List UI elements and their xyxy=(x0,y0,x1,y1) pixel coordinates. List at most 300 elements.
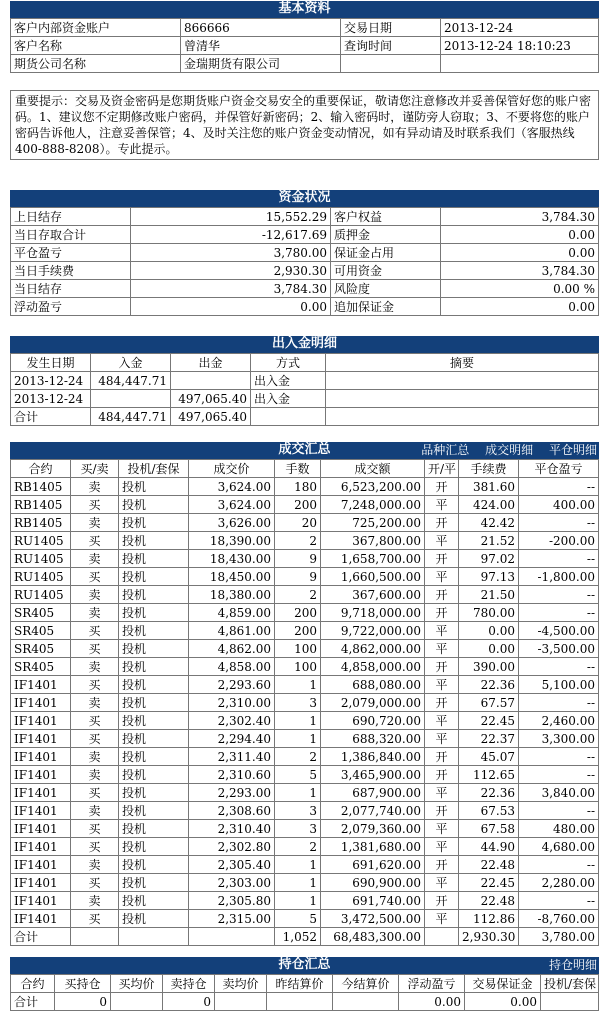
trade-cell: -200.00 xyxy=(519,532,599,550)
trade-cell: 平 xyxy=(425,910,459,928)
trade-cell: 卖 xyxy=(71,586,119,604)
trade-cell: 112.86 xyxy=(459,910,519,928)
trade-cell: 3 xyxy=(275,802,321,820)
trade-cell: 100 xyxy=(275,658,321,676)
position-summary-title: 持仓汇总 xyxy=(278,957,331,972)
trade-cell: 22.48 xyxy=(459,856,519,874)
trade-cell: 开 xyxy=(425,550,459,568)
trade-cell: RU1405 xyxy=(11,532,71,550)
notice-section xyxy=(10,90,599,160)
basic-info-cell: 866666 xyxy=(181,19,341,37)
trade-cell: 690,900.00 xyxy=(321,874,425,892)
funds-header: 资金状况 xyxy=(10,190,599,207)
trade-cell: 3,626.00 xyxy=(189,514,275,532)
trade-total-row-cell: 2,930.30 xyxy=(459,928,519,946)
cash-flow-header-row-cell: 摘要 xyxy=(326,354,599,372)
trade-cell: IF1401 xyxy=(11,784,71,802)
trade-cell: 卖 xyxy=(71,802,119,820)
trade-cell: 2,305.40 xyxy=(189,856,275,874)
trade-row xyxy=(11,568,599,586)
trade-cell: 2,310.40 xyxy=(189,820,275,838)
trade-row xyxy=(11,820,599,838)
trade-header-row-cell: 平仓盈亏 xyxy=(519,460,599,478)
trade-cell: 投机 xyxy=(119,838,189,856)
trade-cell: IF1401 xyxy=(11,712,71,730)
trade-cell: 9 xyxy=(275,550,321,568)
funds-cell: 平仓盈亏 xyxy=(11,244,131,262)
trade-cell: 7,248,000.00 xyxy=(321,496,425,514)
trade-cell: 平 xyxy=(425,820,459,838)
funds-cell: 质押金 xyxy=(331,226,441,244)
basic-info-section xyxy=(10,1,599,73)
trade-cell: 买 xyxy=(71,730,119,748)
funds-cell: 上日结存 xyxy=(11,208,131,226)
trade-summary-table xyxy=(10,459,599,946)
trade-cell: 平 xyxy=(425,532,459,550)
funds-row xyxy=(11,244,599,262)
trade-cell: 投机 xyxy=(119,676,189,694)
trade-cell: 2,302.40 xyxy=(189,712,275,730)
position-total-row-cell: 0 xyxy=(55,993,111,1011)
trade-cell: 平 xyxy=(425,838,459,856)
trade-cell: 480.00 xyxy=(519,820,599,838)
trade-cell: 开 xyxy=(425,856,459,874)
trade-cell: 67.58 xyxy=(459,820,519,838)
trade-row xyxy=(11,730,599,748)
trade-cell: 2,308.60 xyxy=(189,802,275,820)
trade-row xyxy=(11,838,599,856)
trade-cell: 1 xyxy=(275,874,321,892)
trade-cell: 381.60 xyxy=(459,478,519,496)
trade-cell: 平 xyxy=(425,568,459,586)
trade-row xyxy=(11,874,599,892)
trade-cell: 投机 xyxy=(119,892,189,910)
trade-cell: 22.36 xyxy=(459,784,519,802)
notice-text: 重要提示：交易及资金密码是您期货账户资金交易安全的重要保证，敬请您注意修改并妥善保管好您的账户密码。1、建议您不定期修改账户密码，并保管好新密码；2、输入密码时，谨防旁人窃取；3、不要将您的账户密码告诉他人，注意妥善保管；4、及时关注您的账户资金变动情况，如有异动请及时联系我们（客服热线400-888-8208）。专此提示。 xyxy=(10,90,599,160)
trade-cell: 买 xyxy=(71,676,119,694)
trade-cell: -- xyxy=(519,550,599,568)
trade-cell: 2 xyxy=(275,838,321,856)
funds-row xyxy=(11,208,599,226)
basic-info-cell: 金瑞期货有限公司 xyxy=(181,55,341,73)
trade-cell: 2,315.00 xyxy=(189,910,275,928)
trade-cell: 买 xyxy=(71,568,119,586)
trade-cell: 9,722,000.00 xyxy=(321,622,425,640)
basic-info-cell xyxy=(441,55,599,73)
trade-cell: 67.53 xyxy=(459,802,519,820)
trade-total-row-cell xyxy=(119,928,189,946)
cash-flow-total-row-cell xyxy=(326,408,599,426)
funds-cell: 客户权益 xyxy=(331,208,441,226)
trade-cell: -- xyxy=(519,748,599,766)
link-product-summary[interactable]: 品种汇总 xyxy=(421,443,470,457)
position-total-row-cell: 合计 xyxy=(11,993,55,1011)
trade-cell: 3,624.00 xyxy=(189,478,275,496)
trade-cell: 2,302.80 xyxy=(189,838,275,856)
trade-cell: RB1405 xyxy=(11,496,71,514)
trade-cell: 3,472,500.00 xyxy=(321,910,425,928)
trade-row xyxy=(11,694,599,712)
trade-cell: RU1405 xyxy=(11,568,71,586)
trade-cell: 1,381,680.00 xyxy=(321,838,425,856)
trade-row xyxy=(11,514,599,532)
trade-cell: 3 xyxy=(275,694,321,712)
trade-cell: 卖 xyxy=(71,766,119,784)
funds-cell: 3,784.30 xyxy=(441,208,599,226)
trade-cell: 开 xyxy=(425,514,459,532)
trade-cell: 3,840.00 xyxy=(519,784,599,802)
basic-info-cell: 2013-12-24 18:10:23 xyxy=(441,37,599,55)
trade-cell: 725,200.00 xyxy=(321,514,425,532)
trade-cell: 投机 xyxy=(119,622,189,640)
trade-summary-section xyxy=(10,442,599,946)
trade-cell: 投机 xyxy=(119,820,189,838)
trade-cell: 2,303.00 xyxy=(189,874,275,892)
trade-cell: 2 xyxy=(275,586,321,604)
cash-flow-cell xyxy=(171,372,251,390)
funds-cell: 保证金占用 xyxy=(331,244,441,262)
trade-cell: 20 xyxy=(275,514,321,532)
trade-cell: 18,380.00 xyxy=(189,586,275,604)
trade-cell: SR405 xyxy=(11,640,71,658)
cash-flow-total-row-cell: 484,447.71 xyxy=(91,408,171,426)
trade-cell: 2,079,360.00 xyxy=(321,820,425,838)
trade-row xyxy=(11,622,599,640)
funds-cell: 15,552.29 xyxy=(131,208,331,226)
funds-cell: 浮动盈亏 xyxy=(11,298,131,316)
trade-cell: 688,080.00 xyxy=(321,676,425,694)
basic-info-row xyxy=(11,19,599,37)
cash-flow-row xyxy=(11,390,599,408)
trade-cell: 3,624.00 xyxy=(189,496,275,514)
trade-cell: 买 xyxy=(71,640,119,658)
trade-cell: 2,294.40 xyxy=(189,730,275,748)
trade-cell: 18,390.00 xyxy=(189,532,275,550)
trade-total-row-cell: 68,483,300.00 xyxy=(321,928,425,946)
funds-section xyxy=(10,190,599,316)
trade-cell: 690,720.00 xyxy=(321,712,425,730)
trade-cell: 投机 xyxy=(119,784,189,802)
link-close-detail[interactable]: 平仓明细 xyxy=(548,443,597,457)
trade-cell: IF1401 xyxy=(11,802,71,820)
trade-cell: 200 xyxy=(275,604,321,622)
cash-flow-section xyxy=(10,336,599,426)
trade-cell: 4,859.00 xyxy=(189,604,275,622)
trade-cell: 投机 xyxy=(119,550,189,568)
trade-cell: SR405 xyxy=(11,622,71,640)
trade-cell: 开 xyxy=(425,478,459,496)
trade-cell: 买 xyxy=(71,784,119,802)
cash-flow-cell xyxy=(91,390,171,408)
trade-cell: 45.07 xyxy=(459,748,519,766)
trade-cell: -1,800.00 xyxy=(519,568,599,586)
trade-cell: 3,300.00 xyxy=(519,730,599,748)
trade-cell: 投机 xyxy=(119,532,189,550)
position-header-row-cell: 今结算价 xyxy=(333,975,399,993)
trade-row xyxy=(11,496,599,514)
trade-cell: 卖 xyxy=(71,748,119,766)
trade-row xyxy=(11,640,599,658)
trade-header-row-cell: 手续费 xyxy=(459,460,519,478)
position-header-row-cell: 卖持仓 xyxy=(163,975,215,993)
trade-cell: 买 xyxy=(71,838,119,856)
trade-cell: -4,500.00 xyxy=(519,622,599,640)
position-total-row-cell xyxy=(333,993,399,1011)
trade-cell: 5 xyxy=(275,766,321,784)
trade-cell: 5,100.00 xyxy=(519,676,599,694)
trade-cell: IF1401 xyxy=(11,892,71,910)
trade-cell: 390.00 xyxy=(459,658,519,676)
funds-cell: 风险度 xyxy=(331,280,441,298)
trade-cell: 投机 xyxy=(119,712,189,730)
trade-cell: 平 xyxy=(425,730,459,748)
trade-cell: 平 xyxy=(425,496,459,514)
trade-total-row-cell: 1,052 xyxy=(275,928,321,946)
trade-cell: 4,858.00 xyxy=(189,658,275,676)
trade-cell: 4,862,000.00 xyxy=(321,640,425,658)
trade-row xyxy=(11,856,599,874)
funds-row xyxy=(11,226,599,244)
trade-total-row-cell xyxy=(71,928,119,946)
trade-cell: 投机 xyxy=(119,910,189,928)
position-summary-header xyxy=(10,957,599,974)
trade-cell: 投机 xyxy=(119,496,189,514)
trade-cell: 22.36 xyxy=(459,676,519,694)
trade-cell: 买 xyxy=(71,874,119,892)
trade-cell: 开 xyxy=(425,748,459,766)
trade-cell: 180 xyxy=(275,478,321,496)
basic-info-row xyxy=(11,37,599,55)
trade-cell: RB1405 xyxy=(11,514,71,532)
cash-flow-header-row-cell: 方式 xyxy=(251,354,326,372)
trade-cell: 开 xyxy=(425,694,459,712)
trade-cell: SR405 xyxy=(11,604,71,622)
trade-cell: 2,293.00 xyxy=(189,784,275,802)
trade-cell: 投机 xyxy=(119,568,189,586)
trade-cell: 97.13 xyxy=(459,568,519,586)
basic-info-header: 基本资料 xyxy=(10,1,599,18)
link-trade-detail[interactable]: 成交明细 xyxy=(485,443,534,457)
basic-info-cell: 交易日期 xyxy=(341,19,441,37)
trade-cell: 卖 xyxy=(71,694,119,712)
position-total-row xyxy=(11,993,599,1011)
trade-cell: 9,718,000.00 xyxy=(321,604,425,622)
trade-cell: 112.65 xyxy=(459,766,519,784)
position-summary-section xyxy=(10,957,599,1011)
trade-cell: 投机 xyxy=(119,640,189,658)
trade-cell: 18,430.00 xyxy=(189,550,275,568)
funds-cell: 3,784.30 xyxy=(131,280,331,298)
trade-cell: 2 xyxy=(275,532,321,550)
basic-info-cell xyxy=(341,55,441,73)
trade-cell: IF1401 xyxy=(11,676,71,694)
trade-cell: 投机 xyxy=(119,856,189,874)
trade-cell: RU1405 xyxy=(11,550,71,568)
trade-header-row-cell: 手数 xyxy=(275,460,321,478)
trade-cell: 平 xyxy=(425,874,459,892)
position-total-row-cell xyxy=(111,993,163,1011)
funds-cell: 0.00 xyxy=(441,226,599,244)
funds-cell: 3,784.30 xyxy=(441,262,599,280)
position-header-row-cell: 买持仓 xyxy=(55,975,111,993)
trade-row xyxy=(11,478,599,496)
trade-header-row xyxy=(11,460,599,478)
cash-flow-cell: 497,065.40 xyxy=(171,390,251,408)
trade-cell: IF1401 xyxy=(11,748,71,766)
trade-cell: -- xyxy=(519,694,599,712)
trade-cell: 买 xyxy=(71,820,119,838)
trade-header-row-cell: 成交额 xyxy=(321,460,425,478)
trade-cell: 1 xyxy=(275,892,321,910)
trade-row xyxy=(11,604,599,622)
trade-cell: 2,310.00 xyxy=(189,694,275,712)
position-header-row-cell: 投机/套保 xyxy=(541,975,599,993)
trade-cell: 开 xyxy=(425,892,459,910)
trade-cell: 367,600.00 xyxy=(321,586,425,604)
cash-flow-total-row-cell xyxy=(251,408,326,426)
trade-cell: -- xyxy=(519,478,599,496)
funds-cell: 当日手续费 xyxy=(11,262,131,280)
trade-cell: 21.50 xyxy=(459,586,519,604)
trade-cell: 1 xyxy=(275,856,321,874)
trade-cell: RU1405 xyxy=(11,586,71,604)
trade-cell: 开 xyxy=(425,658,459,676)
trade-cell: 22.45 xyxy=(459,874,519,892)
cash-flow-cell: 出入金 xyxy=(251,390,326,408)
trade-row xyxy=(11,910,599,928)
trade-cell: 97.02 xyxy=(459,550,519,568)
trade-cell: 21.52 xyxy=(459,532,519,550)
basic-info-cell: 客户内部资金账户 xyxy=(11,19,181,37)
trade-cell: 投机 xyxy=(119,604,189,622)
trade-cell: 1 xyxy=(275,784,321,802)
cash-flow-table xyxy=(10,353,599,426)
trade-cell: 0.00 xyxy=(459,640,519,658)
trade-cell: 投机 xyxy=(119,766,189,784)
trade-cell: 平 xyxy=(425,784,459,802)
trade-cell: 1 xyxy=(275,712,321,730)
trade-cell: 买 xyxy=(71,712,119,730)
cash-flow-cell: 484,447.71 xyxy=(91,372,171,390)
trade-cell: -3,500.00 xyxy=(519,640,599,658)
trade-cell: 1,658,700.00 xyxy=(321,550,425,568)
trade-cell: 4,680.00 xyxy=(519,838,599,856)
trade-row xyxy=(11,766,599,784)
trade-row xyxy=(11,748,599,766)
cash-flow-total-row-cell: 合计 xyxy=(11,408,91,426)
trade-cell: 688,320.00 xyxy=(321,730,425,748)
trade-cell: 691,740.00 xyxy=(321,892,425,910)
trade-cell: 2,293.60 xyxy=(189,676,275,694)
trade-row xyxy=(11,586,599,604)
trade-row xyxy=(11,712,599,730)
trade-row xyxy=(11,676,599,694)
funds-row xyxy=(11,280,599,298)
trade-cell: SR405 xyxy=(11,658,71,676)
funds-table xyxy=(10,207,599,316)
trade-cell: 投机 xyxy=(119,514,189,532)
trade-cell: -- xyxy=(519,658,599,676)
position-header-row-cell: 合约 xyxy=(11,975,55,993)
funds-cell: 可用资金 xyxy=(331,262,441,280)
trade-row xyxy=(11,658,599,676)
funds-cell: 0.00 % xyxy=(441,280,599,298)
trade-total-row-cell xyxy=(425,928,459,946)
trade-cell: 2,280.00 xyxy=(519,874,599,892)
basic-info-cell: 客户名称 xyxy=(11,37,181,55)
trade-row xyxy=(11,784,599,802)
trade-cell: 5 xyxy=(275,910,321,928)
cash-flow-total-row xyxy=(11,408,599,426)
trade-cell: 1,386,840.00 xyxy=(321,748,425,766)
trade-cell: 9 xyxy=(275,568,321,586)
position-header-row-cell: 昨结算价 xyxy=(267,975,333,993)
trade-cell: 卖 xyxy=(71,856,119,874)
position-total-row-cell: 0.00 xyxy=(465,993,541,1011)
trade-cell: RB1405 xyxy=(11,478,71,496)
trade-header-row-cell: 成交价 xyxy=(189,460,275,478)
trade-cell: 687,900.00 xyxy=(321,784,425,802)
trade-row xyxy=(11,802,599,820)
trade-cell: 卖 xyxy=(71,658,119,676)
trade-cell: 开 xyxy=(425,766,459,784)
trade-cell: 4,862.00 xyxy=(189,640,275,658)
cash-flow-header-row-cell: 发生日期 xyxy=(11,354,91,372)
trade-cell: 投机 xyxy=(119,802,189,820)
basic-info-table xyxy=(10,18,599,73)
link-position-detail[interactable]: 持仓明细 xyxy=(548,958,597,972)
trade-cell: 买 xyxy=(71,532,119,550)
funds-cell: 追加保证金 xyxy=(331,298,441,316)
trade-cell: 367,800.00 xyxy=(321,532,425,550)
position-header-row-cell: 卖均价 xyxy=(215,975,267,993)
trade-cell: 400.00 xyxy=(519,496,599,514)
trade-cell: IF1401 xyxy=(11,910,71,928)
trade-cell: IF1401 xyxy=(11,730,71,748)
funds-cell: 0.00 xyxy=(441,298,599,316)
cash-flow-header-row xyxy=(11,354,599,372)
trade-cell: 200 xyxy=(275,496,321,514)
trade-cell: IF1401 xyxy=(11,766,71,784)
basic-info-cell: 曾清华 xyxy=(181,37,341,55)
trade-header-row-cell: 合约 xyxy=(11,460,71,478)
trade-cell: 开 xyxy=(425,802,459,820)
trade-cell: 卖 xyxy=(71,478,119,496)
trade-summary-header xyxy=(10,442,599,459)
trade-total-row xyxy=(11,928,599,946)
trade-cell: 4,861.00 xyxy=(189,622,275,640)
trade-cell: 6,523,200.00 xyxy=(321,478,425,496)
trade-cell: -- xyxy=(519,892,599,910)
trade-cell: 1 xyxy=(275,676,321,694)
trade-cell: 42.42 xyxy=(459,514,519,532)
basic-info-cell: 期货公司名称 xyxy=(11,55,181,73)
trade-cell: 投机 xyxy=(119,694,189,712)
trade-cell: 0.00 xyxy=(459,622,519,640)
trade-cell: 平 xyxy=(425,712,459,730)
trade-cell: 卖 xyxy=(71,604,119,622)
trade-cell: 平 xyxy=(425,622,459,640)
trade-cell: 卖 xyxy=(71,514,119,532)
trade-total-row-cell: 3,780.00 xyxy=(519,928,599,946)
cash-flow-total-row-cell: 497,065.40 xyxy=(171,408,251,426)
trade-cell: 2,079,000.00 xyxy=(321,694,425,712)
trade-cell: 2,077,740.00 xyxy=(321,802,425,820)
trade-cell: 2,311.40 xyxy=(189,748,275,766)
cash-flow-header: 出入金明细 xyxy=(10,336,599,353)
position-total-row-cell xyxy=(267,993,333,1011)
trade-cell: -- xyxy=(519,604,599,622)
